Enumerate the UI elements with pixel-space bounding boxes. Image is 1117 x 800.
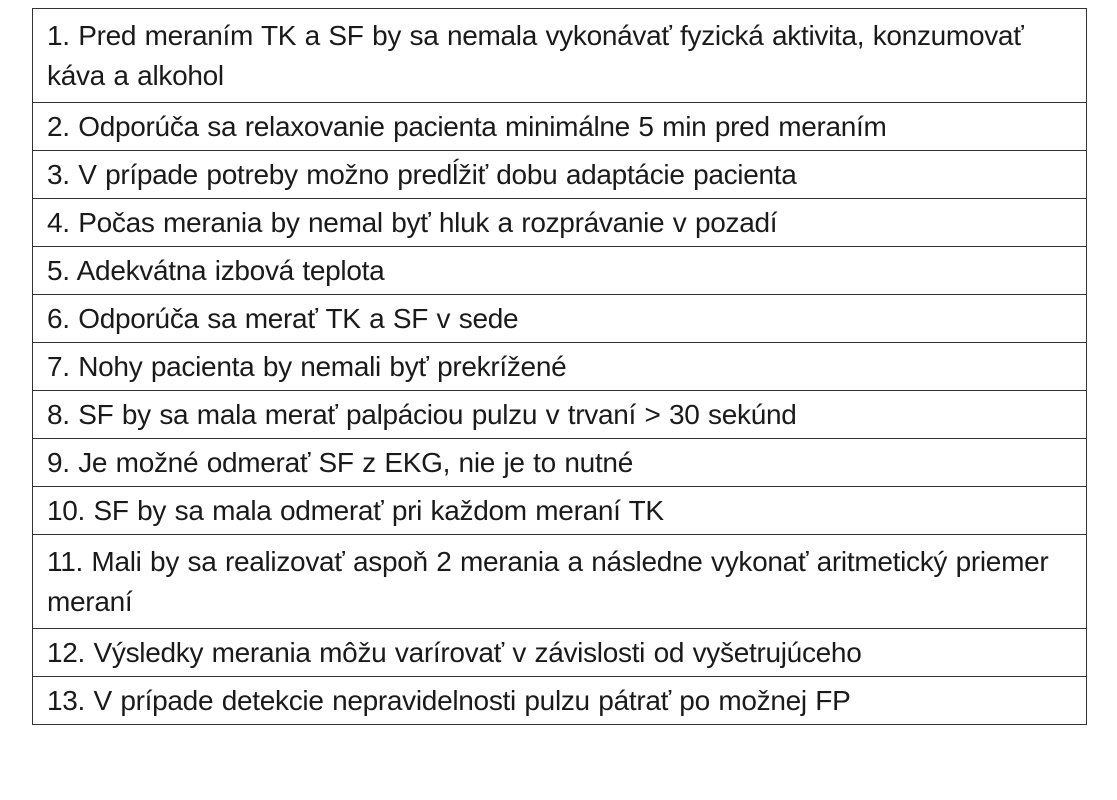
table-row (33, 487, 1087, 535)
table-row (33, 391, 1087, 439)
table-row (33, 9, 1087, 103)
table-cell: 8. SF by sa mala merať palpáciou pulzu v trvaní > 30 sekúnd (33, 391, 1087, 439)
table-row (33, 295, 1087, 343)
table-row (33, 629, 1087, 677)
table-cell: 5. Adekvátna izbová teplota (33, 247, 1087, 295)
recommendations-table (32, 8, 1087, 725)
table-row (33, 535, 1087, 629)
table-row (33, 151, 1087, 199)
table-cell: 13. V prípade detekcie nepravidelnosti pulzu pátrať po možnej FP (33, 677, 1087, 725)
table-cell: 2. Odporúča sa relaxovanie pacienta minimálne 5 min pred meraním (33, 103, 1087, 151)
table-row (33, 439, 1087, 487)
table-cell: 6. Odporúča sa merať TK a SF v sede (33, 295, 1087, 343)
table-cell: 7. Nohy pacienta by nemali byť prekrížené (33, 343, 1087, 391)
table-row (33, 677, 1087, 725)
table-cell: 10. SF by sa mala odmerať pri každom meraní TK (33, 487, 1087, 535)
table-cell: 12. Výsledky merania môžu varírovať v závislosti od vyšetrujúceho (33, 629, 1087, 677)
table-row (33, 247, 1087, 295)
table-cell: 1. Pred meraním TK a SF by sa nemala vykonávať fyzická aktivita, konzumovať káva a alkohol (33, 9, 1087, 103)
table-cell: 4. Počas merania by nemal byť hluk a rozprávanie v pozadí (33, 199, 1087, 247)
table-cell: 11. Mali by sa realizovať aspoň 2 merania a následne vykonať aritmetický priemer meraní (33, 535, 1087, 629)
table-row (33, 199, 1087, 247)
table-row (33, 103, 1087, 151)
table-cell: 9. Je možné odmerať SF z EKG, nie je to nutné (33, 439, 1087, 487)
table-cell: 3. V prípade potreby možno predĺžiť dobu adaptácie pacienta (33, 151, 1087, 199)
table-row (33, 343, 1087, 391)
